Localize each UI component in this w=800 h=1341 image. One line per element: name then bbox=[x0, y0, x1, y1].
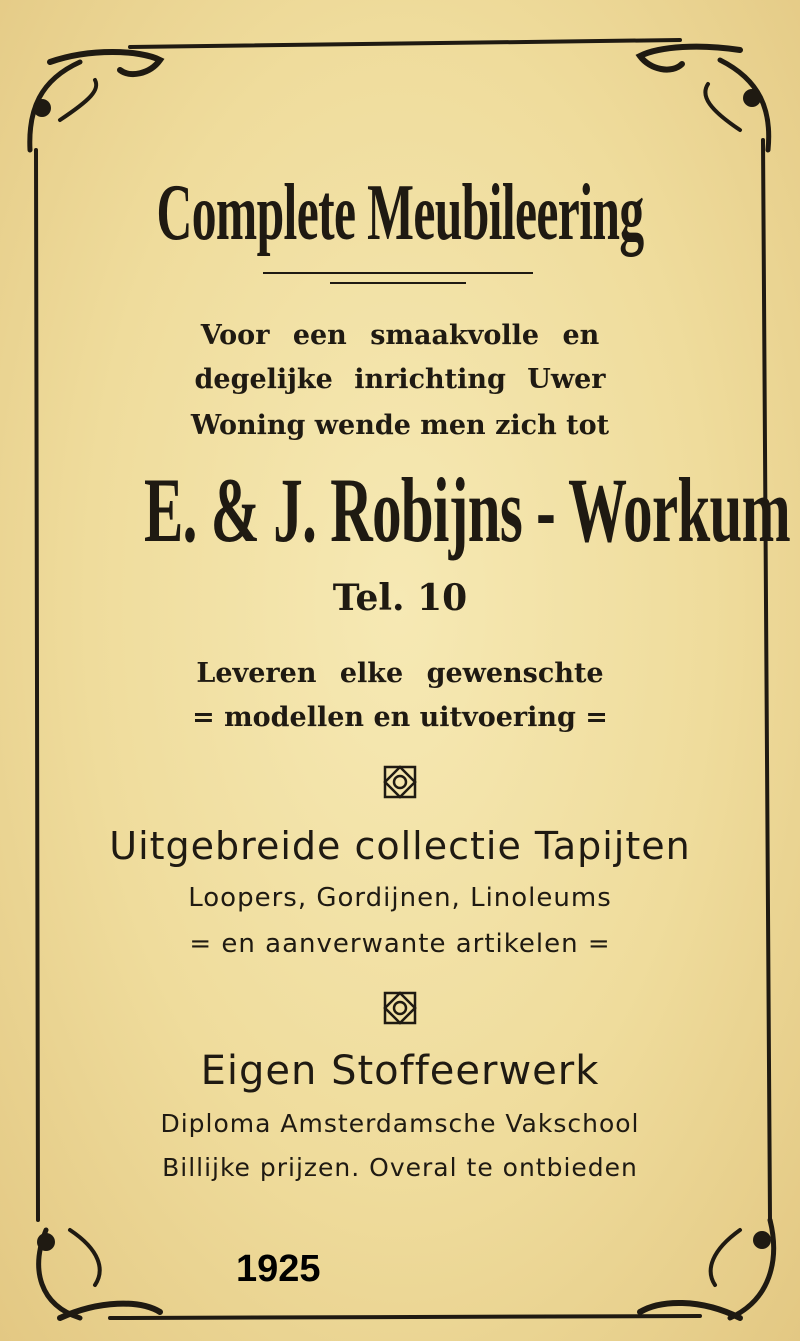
delivery-line: Leveren elke gewenschte bbox=[196, 658, 604, 689]
upholstery-heading: Eigen Stoffeerwerk bbox=[200, 1048, 600, 1094]
phone-number: Tel. 10 bbox=[332, 577, 468, 619]
delivery-line: = modellen en uitvoering = bbox=[192, 702, 608, 733]
intro-line: degelijke inrichting Uwer bbox=[194, 364, 606, 395]
intro-line: Woning wende men zich tot bbox=[190, 410, 610, 441]
celtic-knot-icon bbox=[382, 764, 418, 800]
celtic-knot-icon bbox=[382, 990, 418, 1026]
carpets-heading: Uitgebreide collectie Tapijten bbox=[109, 824, 691, 868]
upholstery-line: Billijke prijzen. Overal te ontbieden bbox=[162, 1153, 638, 1182]
upholstery-line: Diploma Amsterdamsche Vakschool bbox=[160, 1109, 640, 1138]
title-underline bbox=[263, 272, 533, 274]
firm-name: E. & J. Robijns - Workum bbox=[144, 459, 791, 561]
intro-line: Voor een smaakvolle en bbox=[200, 320, 600, 351]
carpets-item-line: = en aanverwante artikelen = bbox=[189, 929, 611, 959]
title-underline-short bbox=[330, 282, 466, 284]
ad-title: Complete Meubileering bbox=[156, 169, 644, 257]
year-label: 1925 bbox=[236, 1248, 321, 1290]
carpets-item-line: Loopers, Gordijnen, Linoleums bbox=[188, 883, 612, 913]
